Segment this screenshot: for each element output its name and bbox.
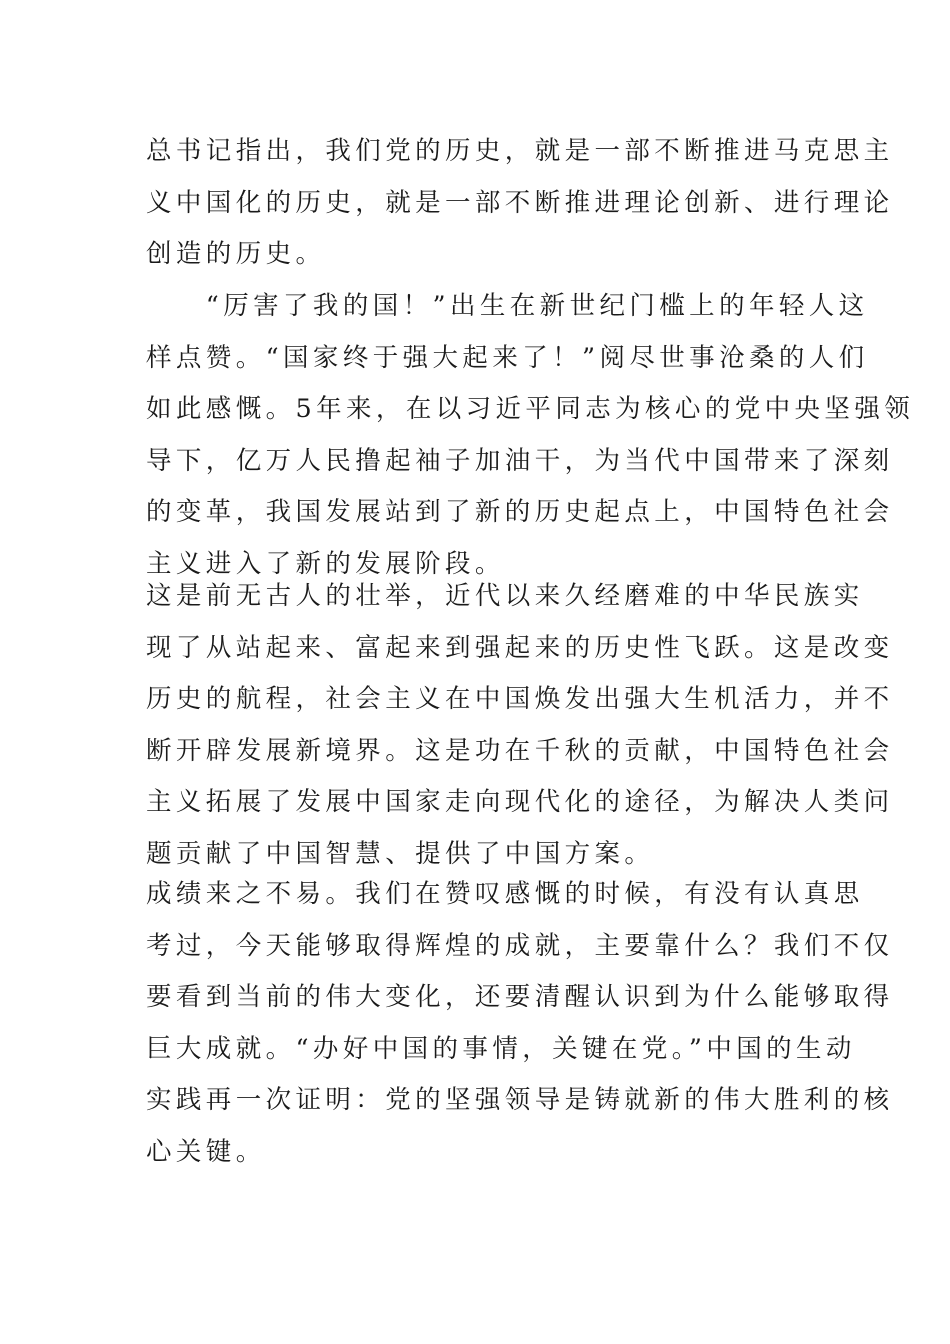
- paragraph-line: 的变革，我国发展站到了新的历史起点上，中国特色社会: [146, 497, 894, 527]
- paragraph-line: 历史的航程，社会主义在中国焕发出强大生机活力，并不: [146, 684, 894, 714]
- paragraph-1: [146, 126, 894, 281]
- paragraph-3: [146, 571, 894, 880]
- paragraph-line: 主义拓展了发展中国家走向现代化的途径，为解决人类问: [146, 787, 894, 817]
- paragraph-4: [146, 869, 894, 1178]
- paragraph-line: “厉害了我的国！”出生在新世纪门槛上的年轻人这: [146, 291, 869, 321]
- paragraph-line: 巨大成就。“办好中国的事情，关键在党。”中国的生动: [146, 1033, 856, 1064]
- paragraph-line: 创造的历史。: [146, 239, 326, 269]
- paragraph-line: 考过，今天能够取得辉煌的成就，主要靠什么？我们不仅: [146, 930, 894, 961]
- paragraph-line: 成绩来之不易。我们在赞叹感慨的时候，有没有认真思: [146, 879, 864, 909]
- paragraph-line: 要看到当前的伟大变化，还要清醒认识到为什么能够取得: [146, 982, 894, 1012]
- paragraph-line: 心关键。: [146, 1136, 266, 1167]
- paragraph-line: 如此感慨。5年来，在以习近平同志为核心的党中央坚强领: [146, 394, 915, 424]
- paragraph-2: [146, 281, 915, 590]
- paragraph-line: 这是前无古人的壮举，近代以来久经磨难的中华民族实: [146, 581, 864, 611]
- paragraph-line: 题贡献了中国智慧、提供了中国方案。: [146, 838, 655, 869]
- paragraph-line: 断开辟发展新境界。这是功在千秋的贡献，中国特色社会: [146, 735, 894, 766]
- paragraph-line: 导下，亿万人民撸起袖子加油干，为当代中国带来了深刻: [146, 445, 894, 476]
- paragraph-line: 义中国化的历史，就是一部不断推进理论创新、进行理论: [146, 187, 894, 218]
- paragraph-line: 样点赞。“国家终于强大起来了！”阅尽世事沧桑的人们: [146, 342, 869, 373]
- paragraph-line: 实践再一次证明：党的坚强领导是铸就新的伟大胜利的核: [146, 1085, 894, 1115]
- paragraph-line: 主义进入了新的发展阶段。: [146, 548, 505, 579]
- paragraph-line: 现了从站起来、富起来到强起来的历史性飞跃。这是改变: [146, 632, 894, 663]
- paragraph-line: 总书记指出，我们党的历史，就是一部不断推进马克思主: [146, 136, 894, 166]
